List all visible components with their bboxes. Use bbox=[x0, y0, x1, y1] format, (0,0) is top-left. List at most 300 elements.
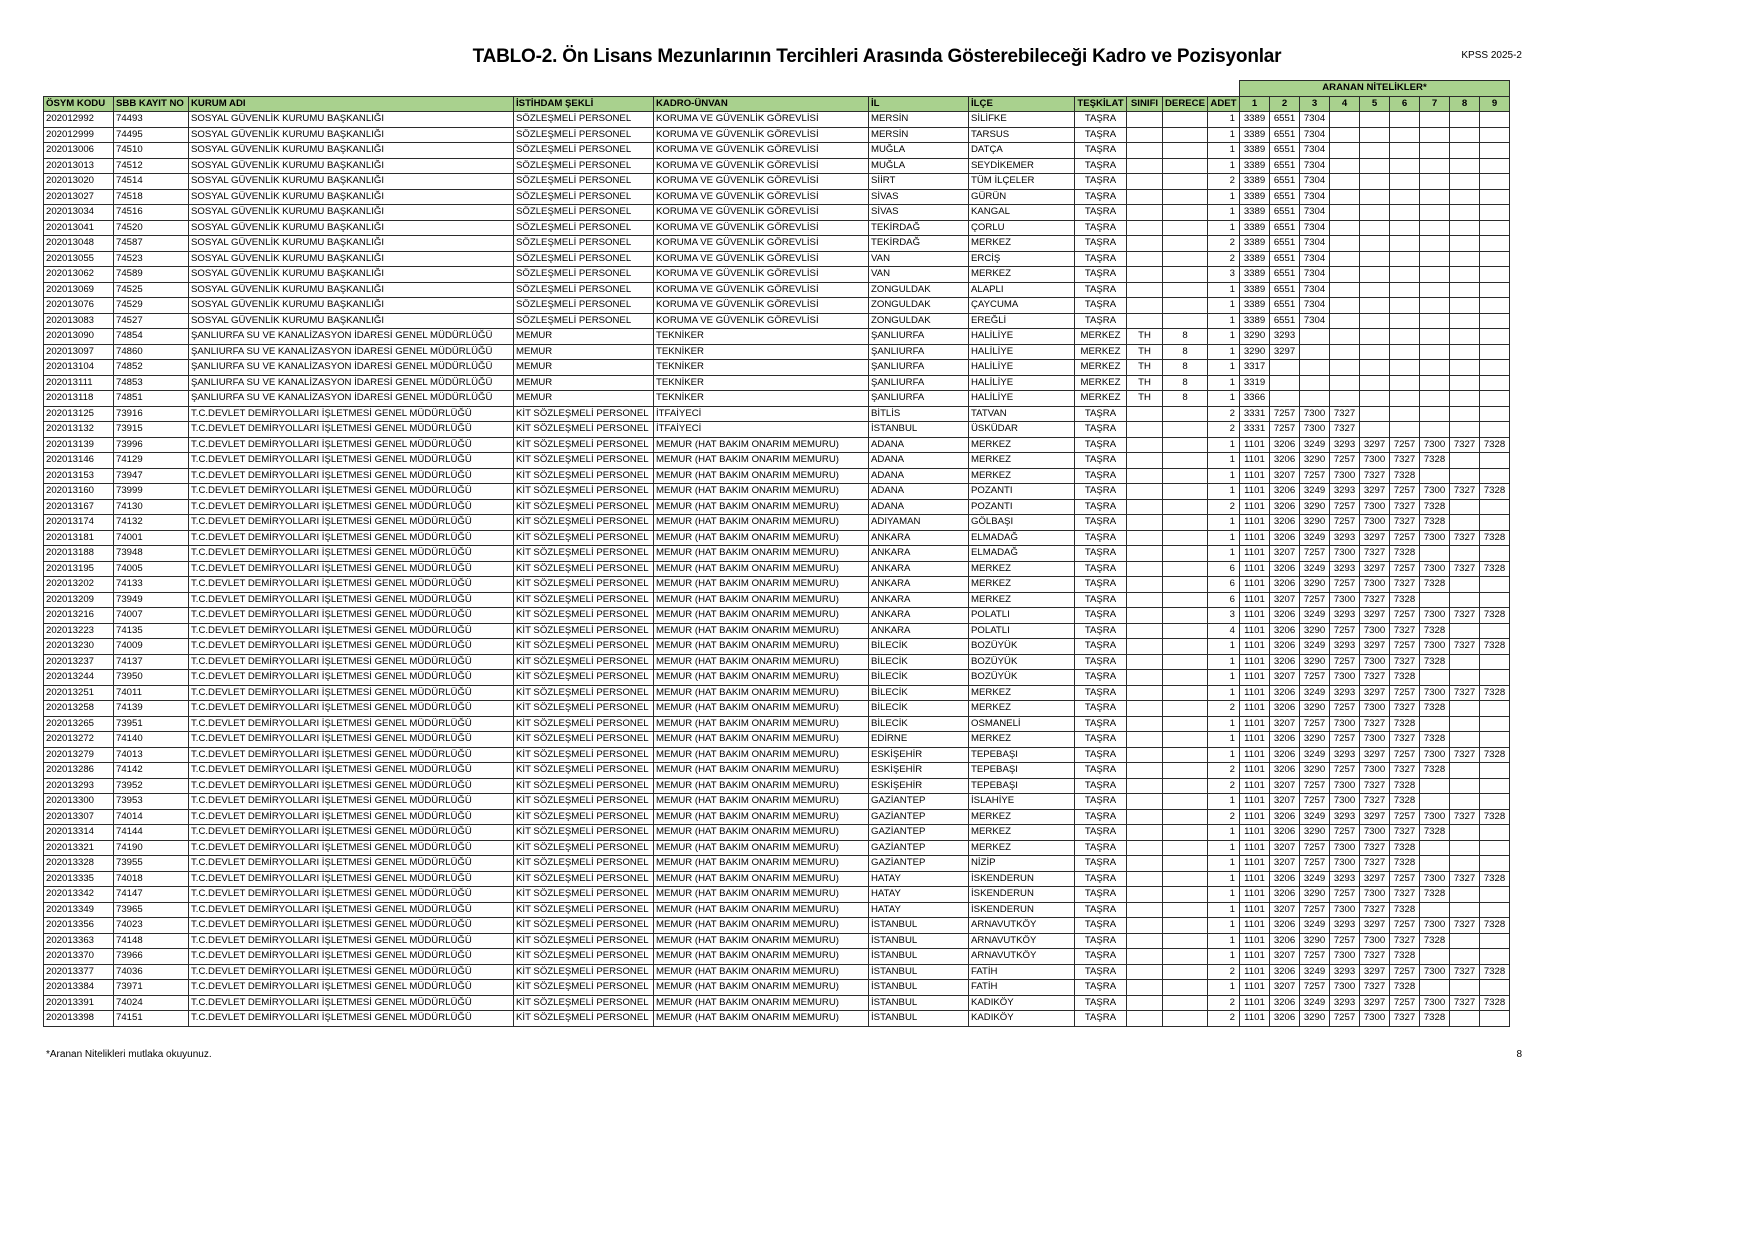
table-cell bbox=[1419, 220, 1449, 236]
table-cell bbox=[1163, 608, 1208, 624]
table-cell: İSTANBUL bbox=[869, 422, 969, 438]
table-cell: MEMUR (HAT BAKIM ONARIM MEMURU) bbox=[654, 561, 869, 577]
table-cell: 2 bbox=[1207, 174, 1239, 190]
table-cell: 3293 bbox=[1329, 685, 1359, 701]
table-cell bbox=[1163, 685, 1208, 701]
table-cell bbox=[1389, 236, 1419, 252]
table-cell: 1 bbox=[1207, 360, 1239, 376]
table-cell bbox=[1449, 654, 1479, 670]
table-cell: 3206 bbox=[1269, 933, 1299, 949]
table-cell: 7300 bbox=[1419, 639, 1449, 655]
table-cell: 73965 bbox=[114, 902, 189, 918]
table-cell bbox=[1127, 236, 1163, 252]
table-cell: 1101 bbox=[1239, 964, 1269, 980]
table-cell: 7304 bbox=[1299, 189, 1329, 205]
table-cell bbox=[1479, 313, 1509, 329]
table-cell: TAŞRA bbox=[1075, 980, 1127, 996]
table-cell: ŞANLIURFA bbox=[869, 360, 969, 376]
table-cell: 7304 bbox=[1299, 174, 1329, 190]
table-cell bbox=[1163, 732, 1208, 748]
table-cell bbox=[1389, 251, 1419, 267]
table-row bbox=[44, 406, 1510, 422]
table-cell bbox=[1163, 654, 1208, 670]
table-cell: 74518 bbox=[114, 189, 189, 205]
table-cell: 7327 bbox=[1359, 778, 1389, 794]
column-header: 6 bbox=[1389, 96, 1419, 112]
table-cell: 1101 bbox=[1239, 887, 1269, 903]
table-cell bbox=[1127, 949, 1163, 965]
table-cell: 1101 bbox=[1239, 933, 1269, 949]
column-header-row bbox=[44, 96, 1510, 112]
table-cell: TAŞRA bbox=[1075, 220, 1127, 236]
table-cell: 74130 bbox=[114, 499, 189, 515]
table-cell: 74851 bbox=[114, 391, 189, 407]
table-cell: 1101 bbox=[1239, 716, 1269, 732]
table-cell: KİT SÖZLEŞMELİ PERSONEL bbox=[514, 995, 654, 1011]
table-cell: 7257 bbox=[1389, 608, 1419, 624]
table-cell bbox=[1329, 313, 1359, 329]
table-cell bbox=[1479, 298, 1509, 314]
table-cell: MEMUR (HAT BAKIM ONARIM MEMURU) bbox=[654, 825, 869, 841]
table-cell: 7327 bbox=[1359, 670, 1389, 686]
table-cell bbox=[1163, 716, 1208, 732]
table-cell bbox=[1163, 747, 1208, 763]
table-cell: T.C.DEVLET DEMİRYOLLARI İŞLETMESİ GENEL MÜDÜRLÜĞÜ bbox=[189, 468, 514, 484]
table-cell: 6 bbox=[1207, 592, 1239, 608]
table-cell: 3290 bbox=[1299, 577, 1329, 593]
table-cell bbox=[1479, 158, 1509, 174]
table-cell: TAŞRA bbox=[1075, 437, 1127, 453]
table-cell: 1 bbox=[1207, 220, 1239, 236]
table-cell bbox=[1419, 546, 1449, 562]
table-row bbox=[44, 887, 1510, 903]
table-cell bbox=[1127, 623, 1163, 639]
table-cell bbox=[1163, 995, 1208, 1011]
table-cell: DATÇA bbox=[969, 143, 1075, 159]
table-cell: 3249 bbox=[1299, 561, 1329, 577]
table-cell: 3290 bbox=[1239, 329, 1269, 345]
table-cell: MERKEZ bbox=[969, 840, 1075, 856]
table-cell: 1101 bbox=[1239, 499, 1269, 515]
table-cell: 7257 bbox=[1329, 825, 1359, 841]
table-cell: 7327 bbox=[1389, 732, 1419, 748]
table-cell: 7304 bbox=[1299, 251, 1329, 267]
table-cell: TAŞRA bbox=[1075, 298, 1127, 314]
table-cell bbox=[1127, 887, 1163, 903]
table-cell: KİT SÖZLEŞMELİ PERSONEL bbox=[514, 747, 654, 763]
table-cell: 2 bbox=[1207, 763, 1239, 779]
table-cell: 7257 bbox=[1389, 639, 1419, 655]
table-cell: MEMUR (HAT BAKIM ONARIM MEMURU) bbox=[654, 933, 869, 949]
table-cell bbox=[1127, 546, 1163, 562]
table-cell: 202013209 bbox=[44, 592, 114, 608]
table-cell bbox=[1449, 236, 1479, 252]
table-row bbox=[44, 577, 1510, 593]
table-cell: MEMUR (HAT BAKIM ONARIM MEMURU) bbox=[654, 887, 869, 903]
table-cell: MEMUR bbox=[514, 391, 654, 407]
table-cell: TAŞRA bbox=[1075, 840, 1127, 856]
table-cell: 74852 bbox=[114, 360, 189, 376]
table-cell: 7328 bbox=[1389, 840, 1419, 856]
table-row bbox=[44, 205, 1510, 221]
table-cell: T.C.DEVLET DEMİRYOLLARI İŞLETMESİ GENEL MÜDÜRLÜĞÜ bbox=[189, 639, 514, 655]
table-cell: ANKARA bbox=[869, 608, 969, 624]
table-cell bbox=[1419, 468, 1449, 484]
table-cell bbox=[1163, 670, 1208, 686]
table-cell: 7300 bbox=[1359, 763, 1389, 779]
table-cell: MEMUR bbox=[514, 375, 654, 391]
table-cell bbox=[1449, 453, 1479, 469]
table-cell bbox=[1127, 251, 1163, 267]
table-cell bbox=[1163, 313, 1208, 329]
table-cell: 3207 bbox=[1269, 902, 1299, 918]
table-cell: MERKEZ bbox=[969, 468, 1075, 484]
table-cell bbox=[1419, 980, 1449, 996]
table-cell bbox=[1419, 205, 1449, 221]
table-cell bbox=[1479, 577, 1509, 593]
table-cell bbox=[1389, 112, 1419, 128]
table-cell: 3206 bbox=[1269, 530, 1299, 546]
table-cell bbox=[1329, 298, 1359, 314]
table-cell: SÖZLEŞMELİ PERSONEL bbox=[514, 236, 654, 252]
table-cell bbox=[1299, 344, 1329, 360]
table-cell: 1 bbox=[1207, 453, 1239, 469]
table-cell: VAN bbox=[869, 267, 969, 283]
table-cell bbox=[1163, 143, 1208, 159]
table-cell: TAŞRA bbox=[1075, 608, 1127, 624]
table-cell bbox=[1449, 313, 1479, 329]
table-row bbox=[44, 654, 1510, 670]
table-cell: MEMUR (HAT BAKIM ONARIM MEMURU) bbox=[654, 778, 869, 794]
table-cell: 7257 bbox=[1329, 453, 1359, 469]
table-cell: 3366 bbox=[1239, 391, 1269, 407]
table-cell: TEKNİKER bbox=[654, 360, 869, 376]
table-cell: ANKARA bbox=[869, 561, 969, 577]
table-cell: SİİRT bbox=[869, 174, 969, 190]
table-cell: KİT SÖZLEŞMELİ PERSONEL bbox=[514, 887, 654, 903]
table-cell: 202013216 bbox=[44, 608, 114, 624]
table-cell: 7300 bbox=[1419, 530, 1449, 546]
table-cell: KİT SÖZLEŞMELİ PERSONEL bbox=[514, 716, 654, 732]
table-cell: BİLECİK bbox=[869, 685, 969, 701]
table-row bbox=[44, 701, 1510, 717]
table-cell: 3331 bbox=[1239, 422, 1269, 438]
table-cell: ZONGULDAK bbox=[869, 282, 969, 298]
table-row bbox=[44, 561, 1510, 577]
table-cell: TEKİRDAĞ bbox=[869, 236, 969, 252]
column-header: TEŞKİLAT bbox=[1075, 96, 1127, 112]
table-cell: TAŞRA bbox=[1075, 561, 1127, 577]
table-cell: T.C.DEVLET DEMİRYOLLARI İŞLETMESİ GENEL MÜDÜRLÜĞÜ bbox=[189, 871, 514, 887]
table-cell bbox=[1449, 127, 1479, 143]
table-cell bbox=[1163, 809, 1208, 825]
table-cell: T.C.DEVLET DEMİRYOLLARI İŞLETMESİ GENEL MÜDÜRLÜĞÜ bbox=[189, 685, 514, 701]
table-cell bbox=[1127, 499, 1163, 515]
table-cell: T.C.DEVLET DEMİRYOLLARI İŞLETMESİ GENEL MÜDÜRLÜĞÜ bbox=[189, 437, 514, 453]
table-cell: 3297 bbox=[1359, 809, 1389, 825]
table-cell: 1101 bbox=[1239, 732, 1269, 748]
table-cell bbox=[1127, 918, 1163, 934]
table-cell: 7300 bbox=[1359, 1011, 1389, 1027]
table-cell: 74520 bbox=[114, 220, 189, 236]
table-cell: KORUMA VE GÜVENLİK GÖREVLİSİ bbox=[654, 127, 869, 143]
table-cell bbox=[1163, 902, 1208, 918]
table-cell: TAŞRA bbox=[1075, 267, 1127, 283]
table-cell: T.C.DEVLET DEMİRYOLLARI İŞLETMESİ GENEL MÜDÜRLÜĞÜ bbox=[189, 964, 514, 980]
table-cell: POZANTI bbox=[969, 484, 1075, 500]
table-cell: KİT SÖZLEŞMELİ PERSONEL bbox=[514, 794, 654, 810]
table-cell bbox=[1127, 143, 1163, 159]
table-cell: 7257 bbox=[1389, 484, 1419, 500]
table-cell: 3293 bbox=[1329, 530, 1359, 546]
table-cell: 7327 bbox=[1329, 406, 1359, 422]
table-cell: İSTANBUL bbox=[869, 949, 969, 965]
table-cell: 7257 bbox=[1389, 685, 1419, 701]
table-cell: 6551 bbox=[1269, 112, 1299, 128]
table-cell: 1 bbox=[1207, 515, 1239, 531]
table-cell: 3206 bbox=[1269, 685, 1299, 701]
table-cell bbox=[1359, 112, 1389, 128]
table-cell: 7328 bbox=[1389, 949, 1419, 965]
table-cell: TH bbox=[1127, 329, 1163, 345]
table-cell: 73971 bbox=[114, 980, 189, 996]
table-cell bbox=[1449, 825, 1479, 841]
table-cell: ZONGULDAK bbox=[869, 313, 969, 329]
table-cell: 3293 bbox=[1269, 329, 1299, 345]
table-cell: 74013 bbox=[114, 747, 189, 763]
table-cell bbox=[1419, 856, 1449, 872]
table-cell: 3389 bbox=[1239, 189, 1269, 205]
table-cell bbox=[1163, 422, 1208, 438]
table-cell: T.C.DEVLET DEMİRYOLLARI İŞLETMESİ GENEL MÜDÜRLÜĞÜ bbox=[189, 608, 514, 624]
table-cell: MEMUR (HAT BAKIM ONARIM MEMURU) bbox=[654, 902, 869, 918]
table-row bbox=[44, 158, 1510, 174]
table-row bbox=[44, 437, 1510, 453]
table-cell: MERKEZ bbox=[1075, 329, 1127, 345]
table-cell: 202013041 bbox=[44, 220, 114, 236]
table-cell: 202013349 bbox=[44, 902, 114, 918]
table-cell: SÖZLEŞMELİ PERSONEL bbox=[514, 220, 654, 236]
table-row bbox=[44, 949, 1510, 965]
table-cell: 73951 bbox=[114, 716, 189, 732]
table-cell: 3206 bbox=[1269, 484, 1299, 500]
table-cell: BİLECİK bbox=[869, 670, 969, 686]
table-cell: 73952 bbox=[114, 778, 189, 794]
table-cell bbox=[1449, 267, 1479, 283]
table-cell bbox=[1419, 592, 1449, 608]
table-cell: İSTANBUL bbox=[869, 1011, 969, 1027]
table-row bbox=[44, 933, 1510, 949]
table-cell bbox=[1359, 422, 1389, 438]
table-cell: 7257 bbox=[1299, 670, 1329, 686]
table-cell: 7257 bbox=[1329, 701, 1359, 717]
table-cell bbox=[1127, 267, 1163, 283]
table-cell: 7300 bbox=[1329, 592, 1359, 608]
table-cell bbox=[1479, 205, 1509, 221]
table-cell bbox=[1163, 236, 1208, 252]
table-cell: 202013279 bbox=[44, 747, 114, 763]
table-cell: İTFAİYECİ bbox=[654, 406, 869, 422]
table-cell bbox=[1479, 887, 1509, 903]
table-cell: 7328 bbox=[1419, 577, 1449, 593]
table-row bbox=[44, 716, 1510, 732]
table-cell: 7300 bbox=[1329, 856, 1359, 872]
table-cell: 3206 bbox=[1269, 623, 1299, 639]
table-cell: 202013181 bbox=[44, 530, 114, 546]
table-cell: 1101 bbox=[1239, 902, 1269, 918]
table-cell: 3297 bbox=[1359, 871, 1389, 887]
table-cell bbox=[1329, 143, 1359, 159]
table-cell bbox=[1127, 205, 1163, 221]
table-cell bbox=[1389, 360, 1419, 376]
table-cell: 3290 bbox=[1299, 453, 1329, 469]
group-spacer bbox=[44, 81, 1240, 97]
table-cell: 202013160 bbox=[44, 484, 114, 500]
table-cell bbox=[1163, 112, 1208, 128]
table-cell: 3206 bbox=[1269, 732, 1299, 748]
table-cell: 3206 bbox=[1269, 918, 1299, 934]
table-cell: GAZİANTEP bbox=[869, 809, 969, 825]
table-cell bbox=[1389, 329, 1419, 345]
table-cell: 202013153 bbox=[44, 468, 114, 484]
table-cell bbox=[1449, 406, 1479, 422]
table-cell bbox=[1479, 174, 1509, 190]
table-cell: TAŞRA bbox=[1075, 577, 1127, 593]
table-cell: 3293 bbox=[1329, 437, 1359, 453]
table-row bbox=[44, 809, 1510, 825]
table-cell bbox=[1329, 360, 1359, 376]
table-cell: TAŞRA bbox=[1075, 809, 1127, 825]
table-row bbox=[44, 236, 1510, 252]
table-cell: SİVAS bbox=[869, 205, 969, 221]
table-cell bbox=[1479, 716, 1509, 732]
table-cell: TÜM İLÇELER bbox=[969, 174, 1075, 190]
table-cell bbox=[1329, 127, 1359, 143]
table-cell: 202013237 bbox=[44, 654, 114, 670]
table-cell bbox=[1479, 825, 1509, 841]
column-header: 5 bbox=[1359, 96, 1389, 112]
table-cell: 74854 bbox=[114, 329, 189, 345]
table-cell bbox=[1127, 127, 1163, 143]
table-cell bbox=[1449, 546, 1479, 562]
table-cell: 3206 bbox=[1269, 561, 1299, 577]
table-cell bbox=[1389, 267, 1419, 283]
table-cell: 7304 bbox=[1299, 143, 1329, 159]
document-code: KPSS 2025-2 bbox=[1461, 50, 1522, 61]
table-cell bbox=[1127, 1011, 1163, 1027]
table-cell: MERKEZ bbox=[969, 236, 1075, 252]
table-cell: KİT SÖZLEŞMELİ PERSONEL bbox=[514, 949, 654, 965]
table-cell: KİT SÖZLEŞMELİ PERSONEL bbox=[514, 561, 654, 577]
table-cell: 3207 bbox=[1269, 856, 1299, 872]
table-cell bbox=[1299, 360, 1329, 376]
table-cell: TAŞRA bbox=[1075, 701, 1127, 717]
table-cell: 202013132 bbox=[44, 422, 114, 438]
column-header: 3 bbox=[1299, 96, 1329, 112]
table-cell: 2 bbox=[1207, 778, 1239, 794]
table-cell bbox=[1163, 484, 1208, 500]
table-cell: KORUMA VE GÜVENLİK GÖREVLİSİ bbox=[654, 205, 869, 221]
table-cell: SOSYAL GÜVENLİK KURUMU BAŞKANLIĞI bbox=[189, 174, 514, 190]
table-cell bbox=[1359, 344, 1389, 360]
table-cell bbox=[1389, 298, 1419, 314]
table-cell: 202013342 bbox=[44, 887, 114, 903]
table-cell bbox=[1449, 887, 1479, 903]
table-cell: T.C.DEVLET DEMİRYOLLARI İŞLETMESİ GENEL MÜDÜRLÜĞÜ bbox=[189, 546, 514, 562]
table-cell: 3290 bbox=[1299, 887, 1329, 903]
table-cell: BİTLİS bbox=[869, 406, 969, 422]
table-cell: BOZÜYÜK bbox=[969, 670, 1075, 686]
table-cell: KORUMA VE GÜVENLİK GÖREVLİSİ bbox=[654, 158, 869, 174]
table-cell: KİT SÖZLEŞMELİ PERSONEL bbox=[514, 1011, 654, 1027]
table-cell: 3207 bbox=[1269, 468, 1299, 484]
table-cell: 202012992 bbox=[44, 112, 114, 128]
table-cell: MEMUR (HAT BAKIM ONARIM MEMURU) bbox=[654, 685, 869, 701]
table-cell bbox=[1479, 236, 1509, 252]
table-cell: ESKİŞEHİR bbox=[869, 747, 969, 763]
table-cell: 3293 bbox=[1329, 871, 1359, 887]
table-cell bbox=[1127, 654, 1163, 670]
table-cell: 74148 bbox=[114, 933, 189, 949]
table-cell: 2 bbox=[1207, 964, 1239, 980]
table-cell bbox=[1127, 530, 1163, 546]
table-cell bbox=[1329, 220, 1359, 236]
table-cell: MEMUR (HAT BAKIM ONARIM MEMURU) bbox=[654, 856, 869, 872]
table-cell: 1101 bbox=[1239, 856, 1269, 872]
table-cell: 1 bbox=[1207, 282, 1239, 298]
table-cell: 1 bbox=[1207, 437, 1239, 453]
table-cell: SOSYAL GÜVENLİK KURUMU BAŞKANLIĞI bbox=[189, 313, 514, 329]
table-cell: SOSYAL GÜVENLİK KURUMU BAŞKANLIĞI bbox=[189, 298, 514, 314]
table-cell: 202013104 bbox=[44, 360, 114, 376]
table-cell bbox=[1449, 763, 1479, 779]
table-cell: ARNAVUTKÖY bbox=[969, 933, 1075, 949]
table-cell: KİT SÖZLEŞMELİ PERSONEL bbox=[514, 685, 654, 701]
table-cell: T.C.DEVLET DEMİRYOLLARI İŞLETMESİ GENEL MÜDÜRLÜĞÜ bbox=[189, 499, 514, 515]
table-cell bbox=[1479, 701, 1509, 717]
table-cell: MERKEZ bbox=[969, 577, 1075, 593]
table-cell bbox=[1359, 375, 1389, 391]
table-cell bbox=[1269, 360, 1299, 376]
table-cell bbox=[1163, 406, 1208, 422]
table-cell: MEMUR (HAT BAKIM ONARIM MEMURU) bbox=[654, 623, 869, 639]
table-cell: ARNAVUTKÖY bbox=[969, 918, 1075, 934]
table-cell bbox=[1127, 902, 1163, 918]
table-cell: 74011 bbox=[114, 685, 189, 701]
table-cell: VAN bbox=[869, 251, 969, 267]
table-cell: 1 bbox=[1207, 825, 1239, 841]
table-cell: 3206 bbox=[1269, 763, 1299, 779]
table-cell: 1 bbox=[1207, 980, 1239, 996]
table-cell: 73955 bbox=[114, 856, 189, 872]
table-cell: 6551 bbox=[1269, 220, 1299, 236]
table-cell: TH bbox=[1127, 360, 1163, 376]
table-row bbox=[44, 608, 1510, 624]
table-cell bbox=[1449, 933, 1479, 949]
table-cell: GÖLBAŞI bbox=[969, 515, 1075, 531]
table-cell: 1 bbox=[1207, 530, 1239, 546]
table-cell: TAŞRA bbox=[1075, 205, 1127, 221]
table-cell: 6 bbox=[1207, 577, 1239, 593]
table-cell: 74007 bbox=[114, 608, 189, 624]
table-cell: KİT SÖZLEŞMELİ PERSONEL bbox=[514, 623, 654, 639]
table-cell: KORUMA VE GÜVENLİK GÖREVLİSİ bbox=[654, 143, 869, 159]
table-cell: 6551 bbox=[1269, 158, 1299, 174]
table-cell bbox=[1449, 902, 1479, 918]
table-cell bbox=[1163, 298, 1208, 314]
table-cell: ADANA bbox=[869, 484, 969, 500]
table-cell: KORUMA VE GÜVENLİK GÖREVLİSİ bbox=[654, 220, 869, 236]
